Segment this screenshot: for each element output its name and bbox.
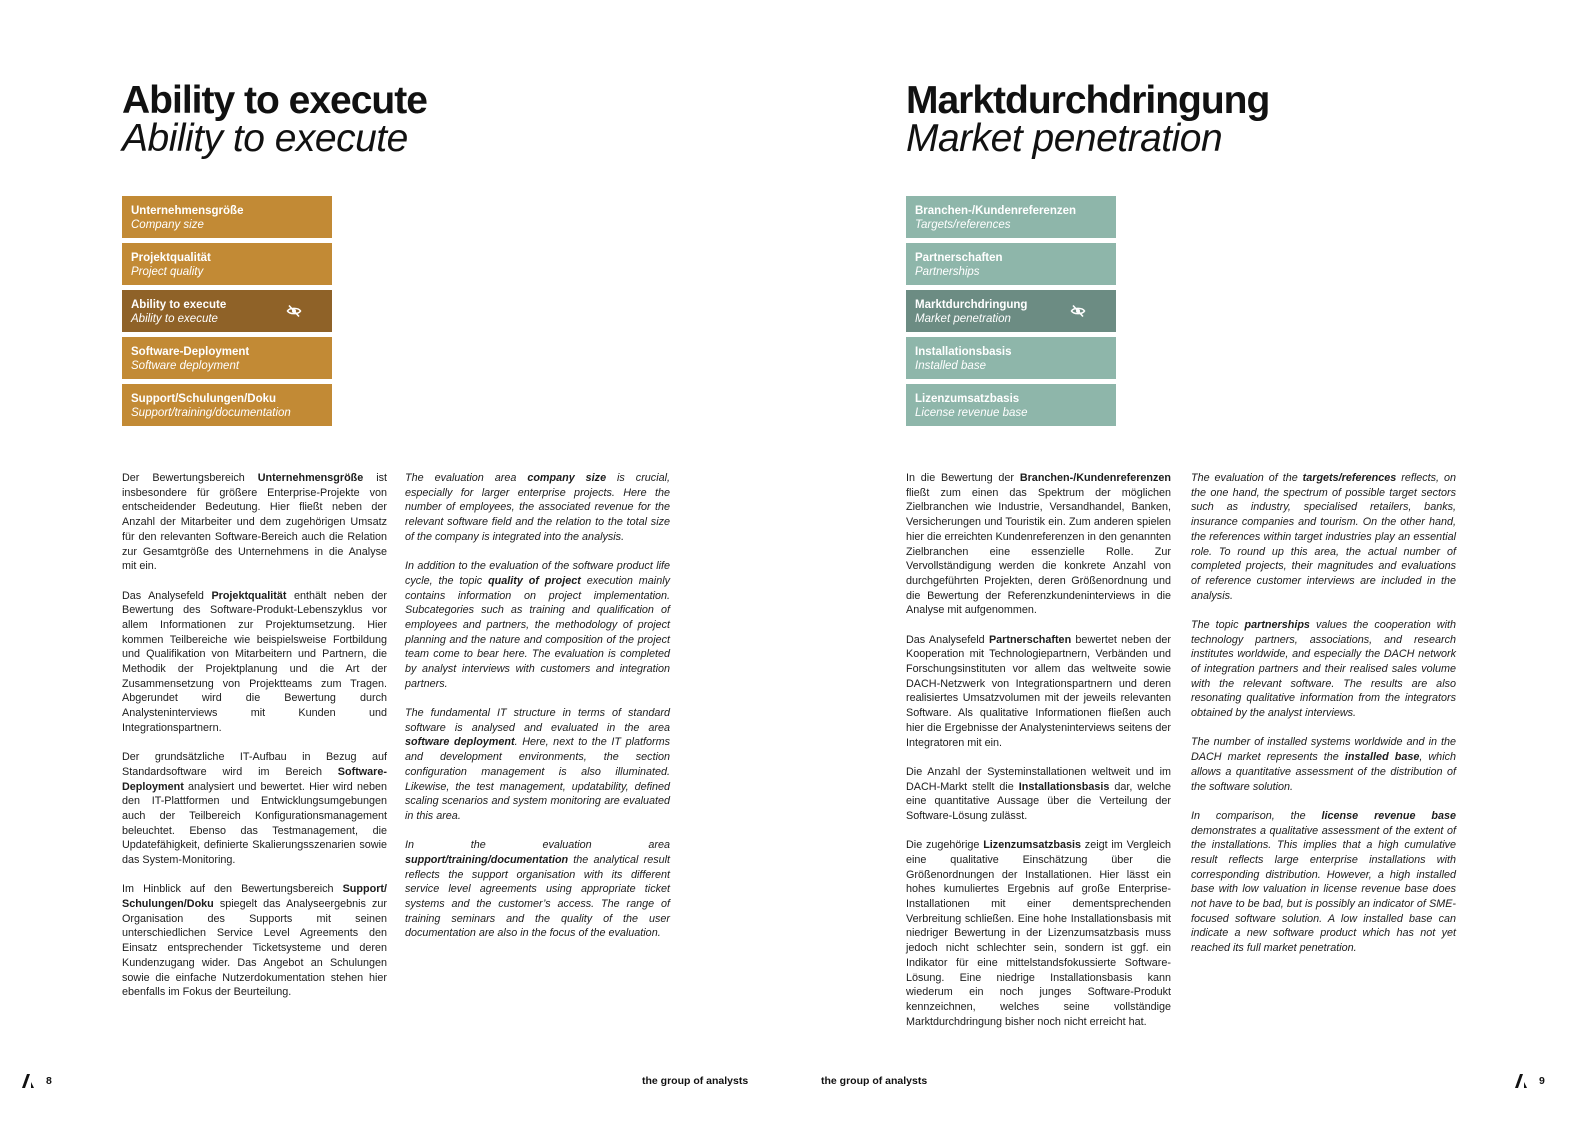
page-number: 9	[1539, 1075, 1545, 1087]
paragraph: Das Analysefeld Partnerschaften bewertet neben der Kooperation mit Technologiepartnern, Verbänden und Forschungsinstituten vor allem das weltweite sowie DACH-Netzwerk von Integrationspartnern und deren realisiertes Umsatzvolumen mit der jeweils relevanten Software. Als qualitative Informationen fließen auch hier die Ergebnisse der Analysteninterviews seitens der Integratoren mit ein.	[906, 633, 1171, 749]
menu-item-label-de: Projektqualität	[131, 252, 211, 264]
left-page	[0, 0, 793, 1122]
paragraph: The evaluation of the targets/references reflects, on the one hand, the spectrum of possible target sectors such as industry, specialised retailers, banks, insurance companies and tourism. On the other hand, the references within target industries play an essential role. To round up this area, the actual number of completed projects, their magnitudes and evaluations of reference customer interviews are included in the analysis.	[1191, 472, 1456, 602]
menu-item-partnerships[interactable]	[906, 243, 1116, 285]
menu-item-label-en: Targets/references	[915, 219, 1011, 231]
paragraph: Der Bewertungsbereich Unternehmensgröße ist insbesondere für größere Enterprise-Projekte von entscheidender Bedeutung. Hier fließt neben der Anzahl der Mitarbeiter und dem zugehörigen Umsatz für den relevanten Software-Bereich auch die Relation zur Gesamtgröße des Unternehmens in die Analyse mit ein.	[122, 472, 388, 573]
title-english: Ability to execute	[122, 117, 408, 160]
menu-item-label-en: License revenue base	[915, 407, 1028, 419]
menu-item-label-de: Software-Deployment	[131, 346, 250, 358]
menu-item-label-en: Project quality	[131, 266, 204, 278]
criteria-menu	[906, 196, 1116, 431]
paragraph: In the evaluation area support/training/documentation the analytical result reflects the support organisation with its different service level agreements using appropriate ticket systems and the customer’s access. The range of training seminars and the quality of the user documentation are also in the focus of the evaluation.	[405, 839, 670, 940]
menu-item-label-en: Company size	[131, 219, 204, 231]
menu-item-company-size[interactable]	[122, 196, 332, 238]
menu-item-label-de: Unternehmensgröße	[131, 205, 244, 217]
menu-item-project-quality[interactable]	[122, 243, 332, 285]
paragraph: In die Bewertung der Branchen-/Kundenreferenzen fließt zum einen das Spektrum der möglichen Zielbranchen wie Industrie, Versandhandel, Banken, Versicherungen und Touristik ein. Zum anderen spielen hier die erreichten Kundenreferenzen in den genannten Zielbranchen eine essenzielle Rolle. Zur Vervollständigung werden die konkrete Anzahl von durchgeführten Projekten, deren Größenordnung und die Bewertung der Referenzkundeninterviews in die Analyse mit aufgenommen.	[906, 472, 1171, 617]
paragraph: The evaluation area company size is crucial, especially for larger enterprise projects. Here the number of employees, the associated revenue for the relevant software field and the relation to the total size of the company is integrated into the analysis.	[405, 472, 670, 543]
menu-item-label-en: Partnerships	[915, 266, 980, 278]
menu-item-label-en: Support/training/documentation	[131, 407, 291, 419]
eye-slash-icon	[286, 303, 302, 319]
menu-item-label-de: Ability to execute	[131, 299, 227, 311]
menu-item-label-de: Marktdurchdringung	[915, 299, 1028, 311]
paragraph: Der grundsätzliche IT-Aufbau in Bezug auf Standardsoftware wird im Bereich Software-Deployment analysiert und bewertet. Hier wird neben den IT-Plattformen und Entwicklungsumgebungen auch der Teilbereich Konfigurationsmanagement beleuchtet. Ebenso das Testmanagement, die Updatefähigkeit, definierte Skalierungsszenarien sowie das System-Monitoring.	[122, 751, 387, 867]
menu-item-label-en: Software deployment	[131, 360, 240, 372]
menu-item-installed-base[interactable]	[906, 337, 1116, 379]
slash-logo-icon	[22, 1074, 36, 1088]
menu-item-label-de: Partnerschaften	[915, 252, 1003, 264]
paragraph: Im Hinblick auf den Bewertungsbereich Support/ Schulungen/Doku spiegelt das Analyseergebnis zur Organisation des Supports mit seinen unterschiedlichen Service Level Agreements den Einsatz entsprechender Ticketsysteme und deren Kundenzugang wider. Das Angebot an Schulungen sowie die einfache Nutzerdokumentation stehen hier ebenfalls im Fokus der Beurteilung.	[122, 883, 387, 999]
paragraph: The number of installed systems worldwide and in the DACH market represents the installed base, which allows a quantitative assessment of the distribution of the software solution.	[1191, 736, 1456, 793]
slash-logo-icon	[1515, 1074, 1529, 1088]
body-column-german	[122, 471, 387, 1015]
menu-item-market-penetration[interactable]	[906, 290, 1116, 332]
paragraph: The fundamental IT structure in terms of standard software is analysed and evaluated in the area software deployment. Here, next to the IT platforms and development environments, the section configuration management is also illuminated. Likewise, the test management, updatability, defined scaling scenarios and system monitoring are evaluated in this area.	[405, 707, 670, 822]
menu-item-targets-references[interactable]	[906, 196, 1116, 238]
paragraph: Die Anzahl der Systeminstallationen weltweit und im DACH-Markt stellt die Installationsbasis dar, welche eine quantitative Aussage über die Verteilung der Software-Lösung zulässt.	[906, 765, 1171, 822]
page-title	[122, 79, 427, 160]
title-english: Market penetration	[906, 117, 1223, 160]
menu-item-support-training[interactable]	[122, 384, 332, 426]
paragraph: Die zugehörige Lizenzumsatzbasis zeigt im Vergleich eine qualitative Einschätzung über die Größenordnungen der Installationen. Hier lässt ein hohes kumuliertes Ergebnis auf große Enterprise-Installationen mit einer dementsprechenden Verbreitung schließen. Eine hohe Installationsbasis mit niedriger Bewertung in der Lizenzumsatzbasis muss jedoch nicht schlechter sein, sondern ist ggf. ein Indikator für eine mittelstandsfokussierte Software-Lösung. Eine niedrige Installationsbasis kann wiederum ein noch junges Software-Produkt kennzeichnen, welches seine vollständige Marktdurchdringung bisher noch nicht erreicht hat.	[906, 839, 1171, 1028]
menu-item-ability-to-execute[interactable]	[122, 290, 332, 332]
page-title	[906, 79, 1270, 160]
menu-item-label-de: Installationsbasis	[915, 346, 1012, 358]
paragraph: In addition to the evaluation of the software product life cycle, the topic quality of project execution mainly contains information on project implementation. Subcategories such as training and qualification of employees and partners, the methodology of project planning and the nature and composition of the project team come to bear here. The evaluation is completed by analyst interviews with customers and integration partners.	[405, 560, 670, 690]
menu-item-label-de: Support/Schulungen/Doku	[131, 393, 277, 405]
page-number: 8	[46, 1075, 52, 1087]
title-german: Ability to execute	[122, 79, 427, 122]
eye-slash-icon	[1070, 303, 1086, 319]
menu-item-label-de: Branchen-/Kundenreferenzen	[915, 205, 1077, 217]
footer-brand: the group of analysts	[642, 1075, 749, 1087]
footer-brand: the group of analysts	[821, 1075, 928, 1087]
menu-item-software-deployment[interactable]	[122, 337, 332, 379]
menu-item-label-en: Market penetration	[915, 313, 1011, 325]
paragraph: The topic partnerships values the cooperation with technology partners, associations, and research institutes worldwide, and especially the DACH network of integration partners and their realised sales volume with the relevant software. The results are also resonating qualitative information from the integrators obtained by the analyst interviews.	[1191, 618, 1456, 720]
body-column-german	[906, 471, 1171, 1044]
right-page	[794, 0, 1587, 1122]
title-german: Marktdurchdringung	[906, 79, 1270, 122]
paragraph: In comparison, the license revenue base demonstrates a qualitative assessment of the extent of the installations. This implies that a high cumulative result reflects large enterprise installations with corresponding distribution. However, a high installed base with low valuation in license revenue base does not have to be bad, but is possibly an indicator of SME-focused software solution. A low installed base can indicate a new software product which has not yet reached its full market penetration.	[1191, 809, 1456, 955]
menu-item-label-en: Installed base	[915, 360, 986, 372]
criteria-menu	[122, 196, 332, 431]
menu-item-label-de: Lizenzumsatzbasis	[915, 393, 1020, 405]
menu-item-license-revenue-base[interactable]	[906, 384, 1116, 426]
paragraph: Das Analysefeld Projektqualität enthält neben der Bewertung des Software-Produkt-Lebenszyklus vor allem Informationen zur Projektumsetzung. Hier kommen Teilbereiche wie beispielsweise Fortbildung und Qualifikation von Mitarbeitern und Partnern, die Methodik der Projektplanung und die Art der Zusammensetzung von Projektteams zum Tragen. Abgerundet wird die Bewertung durch Analysteninterviews mit Kunden und Integrationspartnern.	[122, 589, 387, 734]
body-column-english	[1191, 471, 1456, 970]
body-column-english	[405, 471, 670, 956]
menu-item-label-en: Ability to execute	[131, 313, 218, 325]
